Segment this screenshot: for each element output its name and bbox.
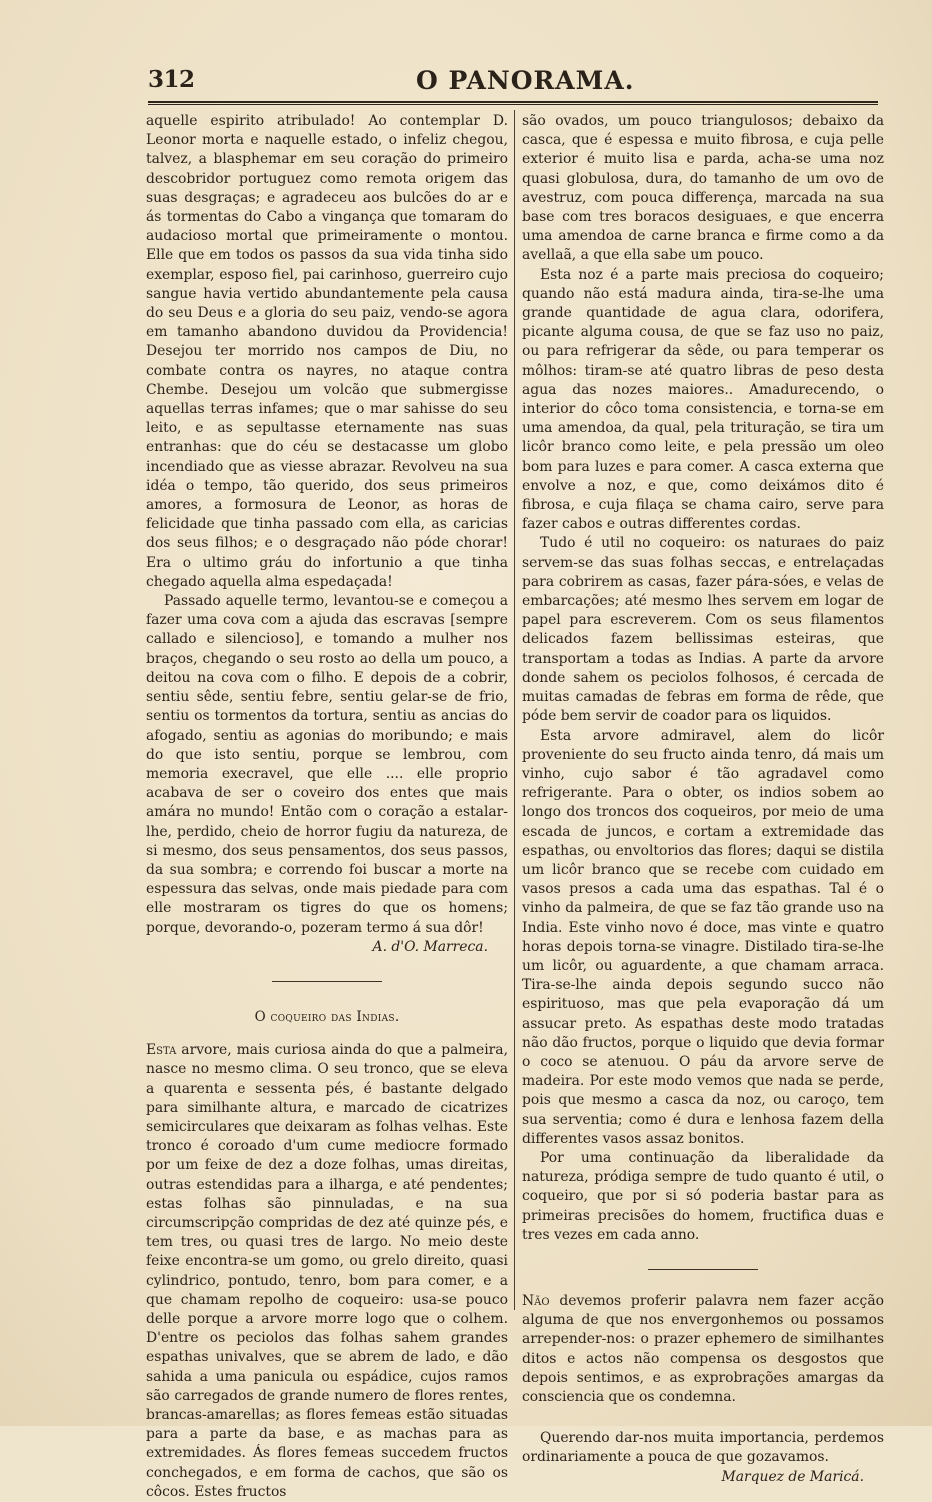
running-head: O PANORAMA.	[416, 66, 635, 95]
article-drop-word: Esta	[146, 1042, 177, 1059]
column-divider	[514, 110, 515, 1310]
left-column	[146, 112, 508, 1502]
maxim-drop-word: Não	[522, 1292, 550, 1309]
maxim-paragraph: Querendo dar-nos muita importancia, perdemos ordinariamente a pouca de que gozavamos.	[522, 1430, 884, 1466]
right-column	[522, 112, 884, 1487]
page-number: 312	[148, 66, 195, 93]
article-paragraph: Esta arvore admiravel, alem do licôr proveniente do seu fructo ainda tenro, dá mais um vinho, cujo sabor é tão agradavel como refrigerante. Para o obter, os indios sobem ao longo dos troncos dos coqueiros, por meio de uma escada de juncos, e cortam a extremidade das espathas, ou envoltorios das flores; daqui se distila um licôr branco que se recebe com cuidado em vasos presos a cada uma das espathas. Tal é o vinho da palmeira, de que se faz tão grande uso na India. Este vinho novo é doce, mas vinte e quatro horas depois torna-se vinagre. Distilado tira-se-lhe um licôr, ou aguardente, a que chamam arraca. Tira-se-lhe ainda depois segundo succo não espirituoso, mas que pela evaporação dá um assucar preto. As espathas deste modo tratadas não dão fructos, porque o liquido que devia formar o coco se atenuou. O páu da arvore serve de madeira. Por este modo vemos que nada se perde, pois que mesmo a casca da noz, ou caroço, tem sua serventia; como é dura e lenhosa fazem della differentes vasos assaz bonitos.	[522, 727, 884, 1147]
maxim-text: devemos proferir palavra nem fazer acção alguma de que nos envergonhemos ou possamos arrepender-nos: o prazer ephemero de similhantes ditos e actos não compensa os desgostos que depois sentimos, e as exprobrações amargas da consciencia que os condemna.	[522, 1292, 884, 1405]
article-paragraph: Esta noz é a parte mais preciosa do coqueiro; quando não está madura ainda, tira-se-lhe uma grande quantidade de agua clara, odorifera, picante alguma cousa, de que se faz uso no paiz, ou para refrigerar da sêde, ou para temperar os môlhos: tiram-se até quatro libras de peso desta agua das nozes maiores.. Amadurecendo, o interior do côco toma consistencia, e torna-se em uma amendoa, da qual, pela trituração, se tira um licôr branco como leite, e pela pressão um oleo bom para luzes e para comer. A casca externa que envolve a noz, e que, como deixámos dito é fibrosa, e cuja filaça se chama cairo, serve para fazer cabos e outras differentes cordas.	[522, 266, 884, 533]
page-header	[148, 66, 878, 100]
maxim-paragraph	[522, 1292, 884, 1407]
section-title	[146, 1008, 508, 1027]
header-rule-thin	[148, 104, 878, 105]
story-signature: A. d'O. Marreca.	[372, 938, 488, 955]
story-paragraph: Passado aquelle termo, levantou-se e começou a fazer uma cova com a ajuda das escravas [sempre callado e silencioso], e tomando a mulher nos braços, chegando o seu rosto ao della um pouco, a deitou na cova com o filho. E depois de a cobrir, sentiu sêde, sentiu febre, sentiu gelar-se de frio, sentiu os tormentos da tortura, sentiu as ancias do afogado, sentiu as agonias do moribundo; e mais do que isto sentiu, porque se lembrou, com memoria execravel, que elle .... elle proprio acabava de ser o coveiro dos entes que mais amára no mundo! Então com o coração a estalar-lhe, perdido, cheio de horror fugiu da natureza, de si mesmo, dos seus pensamentos, dos seus passos, da sua sombra; e correndo foi buscar a morte na espessura das selvas, onde mais piedade para com elle mostraram os tigres do que os homens; porque, devorando-o, pozeram termo á sua dôr!	[146, 593, 508, 936]
section-rule	[272, 981, 382, 982]
header-rule	[148, 101, 878, 103]
story-paragraph: aquelle espirito atribulado! Ao contemplar D. Leonor morta e naquelle estado, o infeliz chegou, talvez, a blasphemar em seu coração do primeiro descobridor portuguez como remota origem das suas desgraças; e agradeceu aos bulcões do ar e ás tormentas do Cabo a vingança que tomaram do audacioso mortal que primeiramente o montou. Elle que em todos os passos da sua vida tinha sido exemplar, esposo fiel, pai carinhoso, guerreiro cujo sangue havia vertido abundantemente pela causa do seu Deus e a gloria do seu paiz, vendo-se agora em tamanho abandono duvidou da Providencia! Desejou ter morrido nos campos de Diu, no combate contra os nayres, no ataque contra Chembe. Desejou um volcão que submergisse aquellas terras infames; que o mar sahisse do seu leito, e as sepultasse eternamente nas suas entranhas: que do céu se destacasse um globo incendiado que as viesse abrazar. Revolveu na sua idéa o tempo, tão querido, dos seus primeiros amores, a formosura de Leonor, as horas de felicidade que tinha passado com ella, as caricias dos seus filhos; e o desgraçado não póde chorar! Era o ultimo gráu do infortunio a que tinha chegado aquella alma espedaçada!	[146, 113, 508, 590]
article-paragraph	[146, 1041, 508, 1502]
article-paragraph: são ovados, um pouco triangulosos; debaixo da casca, que é espessa e muito fibrosa, e cuja pelle exterior é muito lisa e parda, acha-se uma noz quasi globulosa, dura, do tamanho de um ovo de avestruz, com pouca differença, marcada na sua base com tres boracos desiguaes, e que encerra uma amendoa de carne branca e firme como a da avellaã, a que ella sabe um pouco.	[522, 113, 884, 264]
article-paragraph: Por uma continuação da liberalidade da natureza, pródiga sempre de tudo quanto é util, o coqueiro, que por si só poderia bastar para as primeiras precisões do homem, fructifica duas e tres vezes em cada anno.	[522, 1149, 884, 1243]
article-paragraph: Tudo é util no coqueiro: os naturaes do paiz servem-se das suas folhas seccas, e entrelaçadas para cobrirem as casas, fazer pára-sóes, e velas de embarcações; até mesmo lhes servem em logar de papel para escreverem. Com os seus filamentos delicados fazem bellissimas esteiras, que transportam a todas as Indias. A parte da arvore donde sahem os peciolos folhosos, é cercada de muitas camadas de febras em forma de rêde, que póde bem servir de coador para os liquidos.	[522, 535, 884, 725]
maxim-signature: Marquez de Maricá.	[721, 1468, 864, 1485]
article-text: arvore, mais curiosa ainda do que a palmeira, nasce no mesmo clima. O seu tronco, que se eleva a quarenta e sessenta pés, é bastante delgado para similhante altura, e marcado de cicatrizes semicirculares que deixaram as folhas velhas. Este tronco é coroado d'um cume mediocre formado por um feixe de dez a doze folhas, umas direitas, outras estendidas para a ilharga, e até pendentes; estas folhas são pinnuladas, e na sua circumscripção compridas de dez até quinze pés, e tem tres, ou quasi tres de largo. No meio deste feixe encontra-se um gomo, ou grelo direito, quasi cylindrico, pontudo, tenro, bom para comer, e a que chamam repolho de coqueiro: usa-se pouco delle porque a arvore morre logo que o colhem. D'entre os peciolos das folhas sahem grandes espathas univalves, que se abrem de lado, e dão sahida a uma panicula ou espádice, cujos ramos são carregados de grande numero de flores rentes, brancas-amarellas; as flores femeas estão situadas para a parte da base, e as machas para as extremidades. Ás flores femeas succedem fructos conchegados, e em forma de cachos, que são os côcos. Estes fructos	[146, 1042, 508, 1500]
section-title-text: O coqueiro das Indias.	[254, 1008, 400, 1025]
